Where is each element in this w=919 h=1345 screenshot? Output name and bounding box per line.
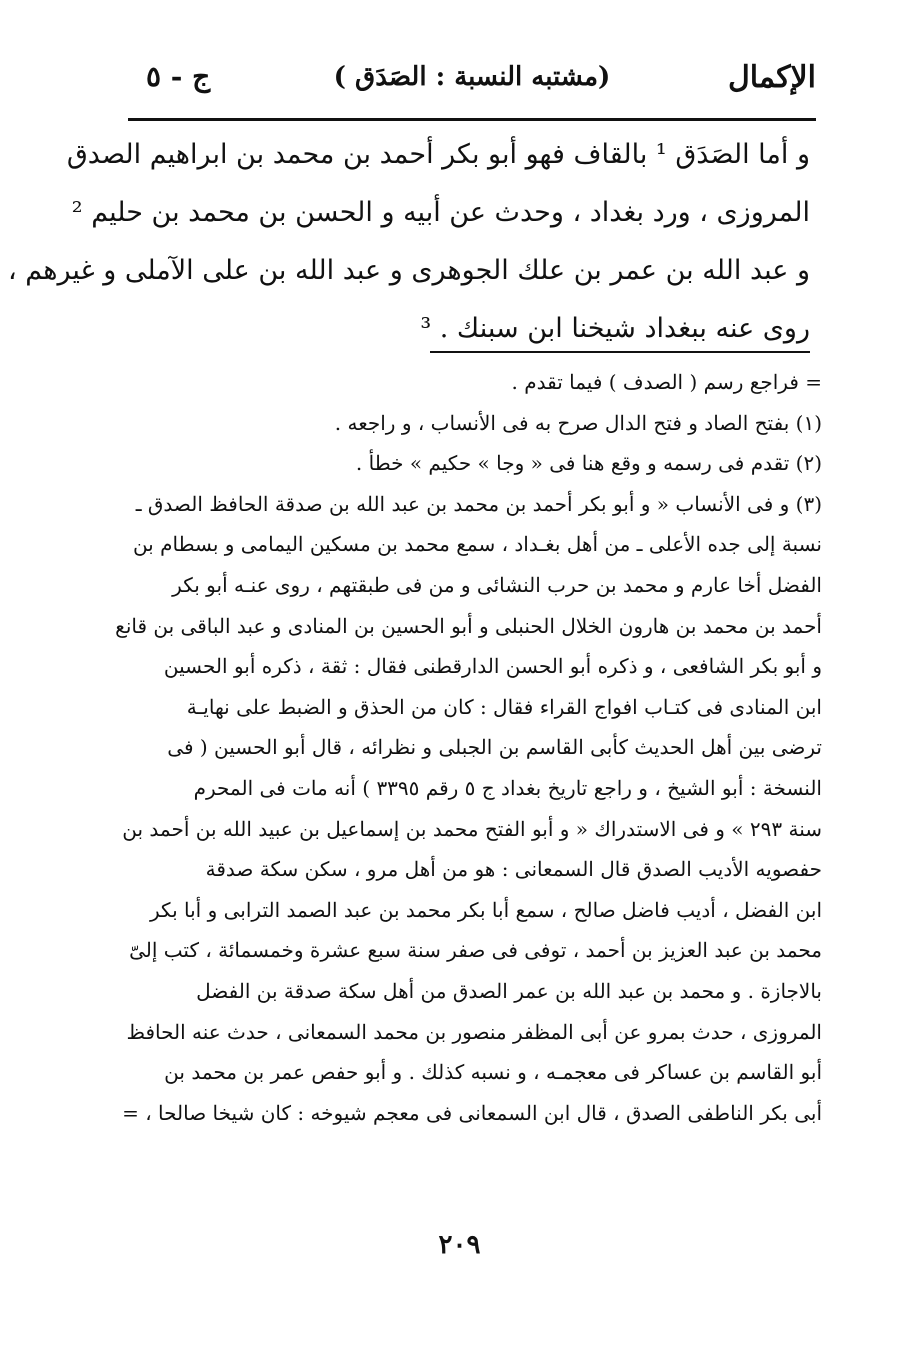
main-text-line: و عبد الله بن عمر بن علك الجوهرى و عبد الله بن على الآملى و غيرهم ، [7,255,810,286]
footnote-line: ابن الفضل ، أديب فاضل صالح ، سمع أبا بكر محمد بن عبد الصمد الترابى و أبا بكر [150,897,822,922]
footnote-line: النسخة : أبو الشيخ ، و راجع تاريخ بغداد ج ٥ رقم ٣٣٩٥ ) أنه مات فى المحرم [193,775,822,800]
footnote-line: المروزى ، حدث بمرو عن أبى المظفر منصور بن محمد السمعانى ، حدث عنه الحافظ [126,1019,822,1044]
main-text-line: و أما الصَدَق ¹ بالقاف فهو أبو بكر أحمد بن محمد بن ابراهيم الصدق [66,139,810,170]
footnote-line: أحمد بن محمد بن هارون الخلال الحنبلى و أبو الحسين بن المنادى و عبد الباقى بن قانع [115,613,822,638]
footnote-line: = فراجع رسم ( الصدف ) فيما تقدم . [511,370,822,394]
footnote-line: أبى بكر الناطفى الصدق ، قال ابن السمعانى فى معجم شيوخه : كان شيخا صالحا ، = [122,1100,822,1125]
footnote-line: حفصويه الأديب الصدق قال السمعانى : هو من أهل مرو ، سكن سكة صدقة [205,857,822,882]
book-title: الإكمال [727,60,816,95]
section-title: (مشتبه النسبة : الصَدَق ) [333,62,611,92]
footnotes [115,362,822,1133]
footnote-line: نسبة إلى جده الأعلى ـ من أهل بغـداد ، سمع محمد بن مسكين اليمامى و بسطام بن [132,532,822,557]
footnote-line: (٢) تقدم فى رسمه و وقع هنا فى « وجا » حكيم » خطأ . [355,451,822,476]
footnote-line: محمد بن عبد العزيز بن أحمد ، توفى فى صفر سنة سبع عشرة وخمسمائة ، كتب إلىّ [129,938,822,963]
footnote-line: سنة ٢٩٣ » و فى الاستدراك « و أبو الفتح محمد بن إسماعيل بن عبيد الله بن أحمد بن [122,816,822,841]
header-rule [128,118,816,121]
footnote-line: (٣) و فى الأنساب « و أبو بكر أحمد بن محمد بن عبد الله بن صدقة الحافظ الصدق ـ [135,491,822,516]
running-header [128,52,816,108]
footnote-line: أبو القاسم بن عساكر فى معجمـه ، و نسبه كذلك . و أبو حفص عمر بن محمد بن [164,1060,822,1085]
footnote-line: ابن المنادى فى كتـاب افواج القراء فقال : كان من الحذق و الضبط على نهايـة [186,694,822,719]
footnote-line: بالاجازة . و محمد بن عبد الله بن عمر الصدق من أهل سكة صدقة بن الفضل [196,978,822,1003]
page-number: ٢٠٩ [438,1230,481,1260]
main-text [7,126,810,358]
main-text-line: المروزى ، ورد بغداد ، وحدث عن أبيه و الحسن بن محمد بن حليم ² [71,197,810,228]
footnote-line: الفضل أخا عارم و محمد بن حرب النشائى و من فى طبقتهم ، روى عنـه أبو بكر [172,572,822,597]
footnote-line: ترضى بين أهل الحديث كأبى القاسم بن الجبلى و نظرائه ، قال أبو الحسين ( فى [167,735,822,760]
footnote-line: (١) بفتح الصاد و فتح الدال صرح به فى الأنساب ، و راجعه . [334,410,822,435]
main-text-line: روى عنه ببغداد شيخنا ابن سبنك . ³ [420,313,810,344]
volume-label: ج - ٥ [146,60,211,93]
footnote-line: و أبو بكر الشافعى ، و ذكره أبو الحسن الدارقطنى فقال : ثقة ، ذكره أبو الحسين [163,654,822,679]
footnote-separator [430,351,810,353]
